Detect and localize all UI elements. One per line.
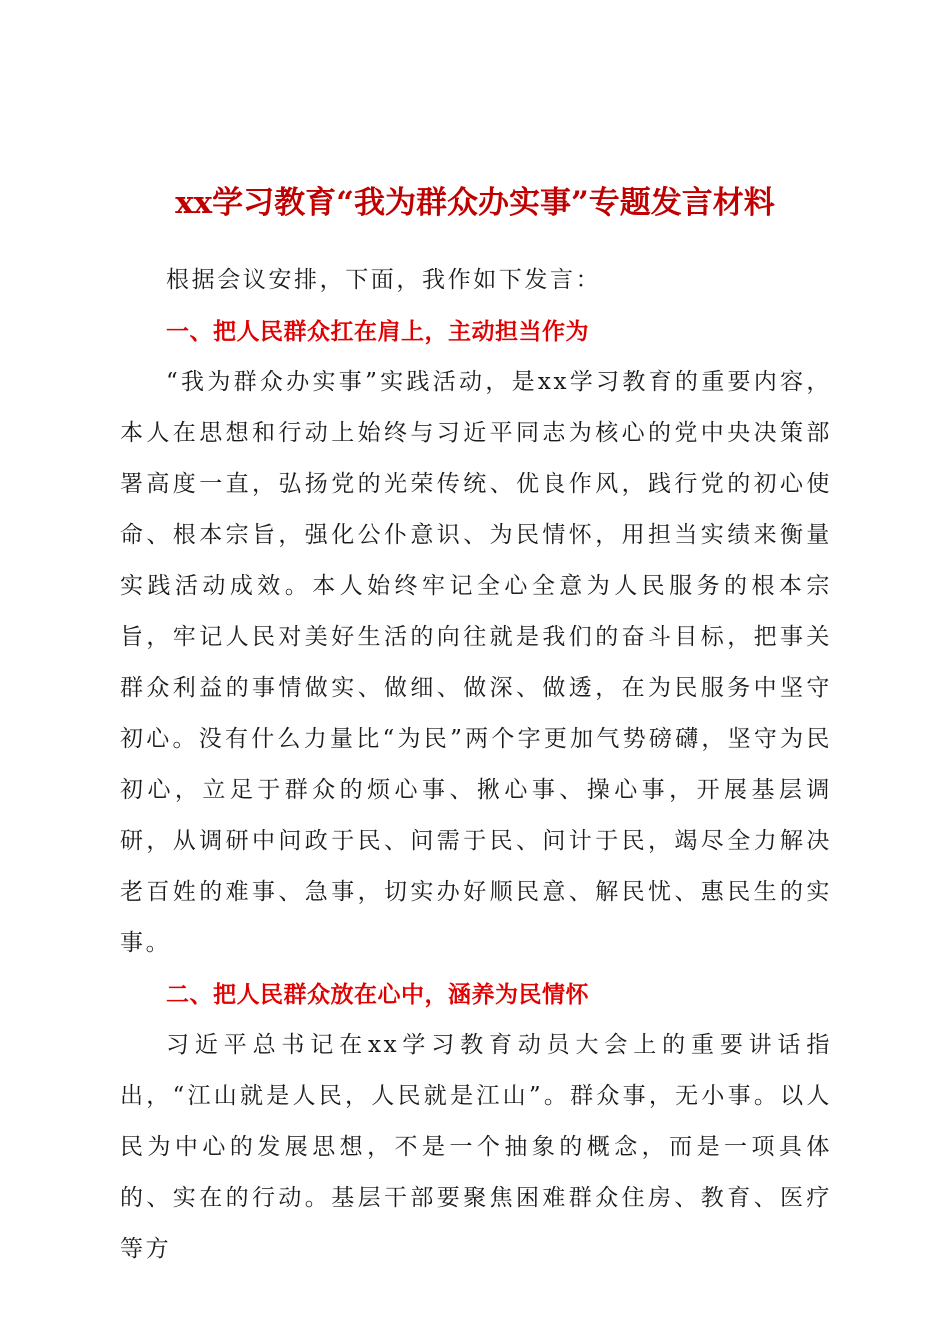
body-paragraph-1: “我为群众办实事”实践活动，是xx学习教育的重要内容，本人在思想和行动上始终与习近平同志为核心的党中央决策部署高度一直，弘扬党的光荣传统、优良作风，践行党的初心使命、根本宗旨，强化公仆意识、为民情怀，用担当实绩来衡量实践活动成效。本人始终牢记全心全意为人民服务的根本宗旨，牢记人民对美好生活的向往就是我们的奋斗目标，把事关群众利益的事情做实、做细、做深、做透，在为民服务中坚守初心。没有什么力量比“为民”两个字更加气势磅礴，坚守为民初心，立足于群众的烦心事、揪心事、操心事，开展基层调研，从调研中问政于民、问需于民、问计于民，竭尽全力解决老百姓的难事、急事，切实办好顺民意、解民忧、惠民生的实事。 <box>120 369 832 956</box>
section-heading-2: 二、把人民群众放在心中，涵养为民情怀 <box>166 981 589 1008</box>
intro-paragraph: 根据会议安排，下面，我作如下发言： <box>166 267 602 293</box>
document-body <box>120 255 832 1275</box>
section-heading-1: 一、把人民群众扛在肩上，主动担当作为 <box>166 318 589 345</box>
document-title: xx学习教育“我为群众办实事”专题发言材料 <box>175 185 775 221</box>
body-paragraph-2: 习近平总书记在xx学习教育动员大会上的重要讲话指出，“江山就是人民，人民就是江山”。群众事，无小事。以人民为中心的发展思想，不是一个抽象的概念，而是一项具体的、实在的行动。基层干部要聚焦困难群众住房、教育、医疗等方 <box>120 1032 832 1262</box>
